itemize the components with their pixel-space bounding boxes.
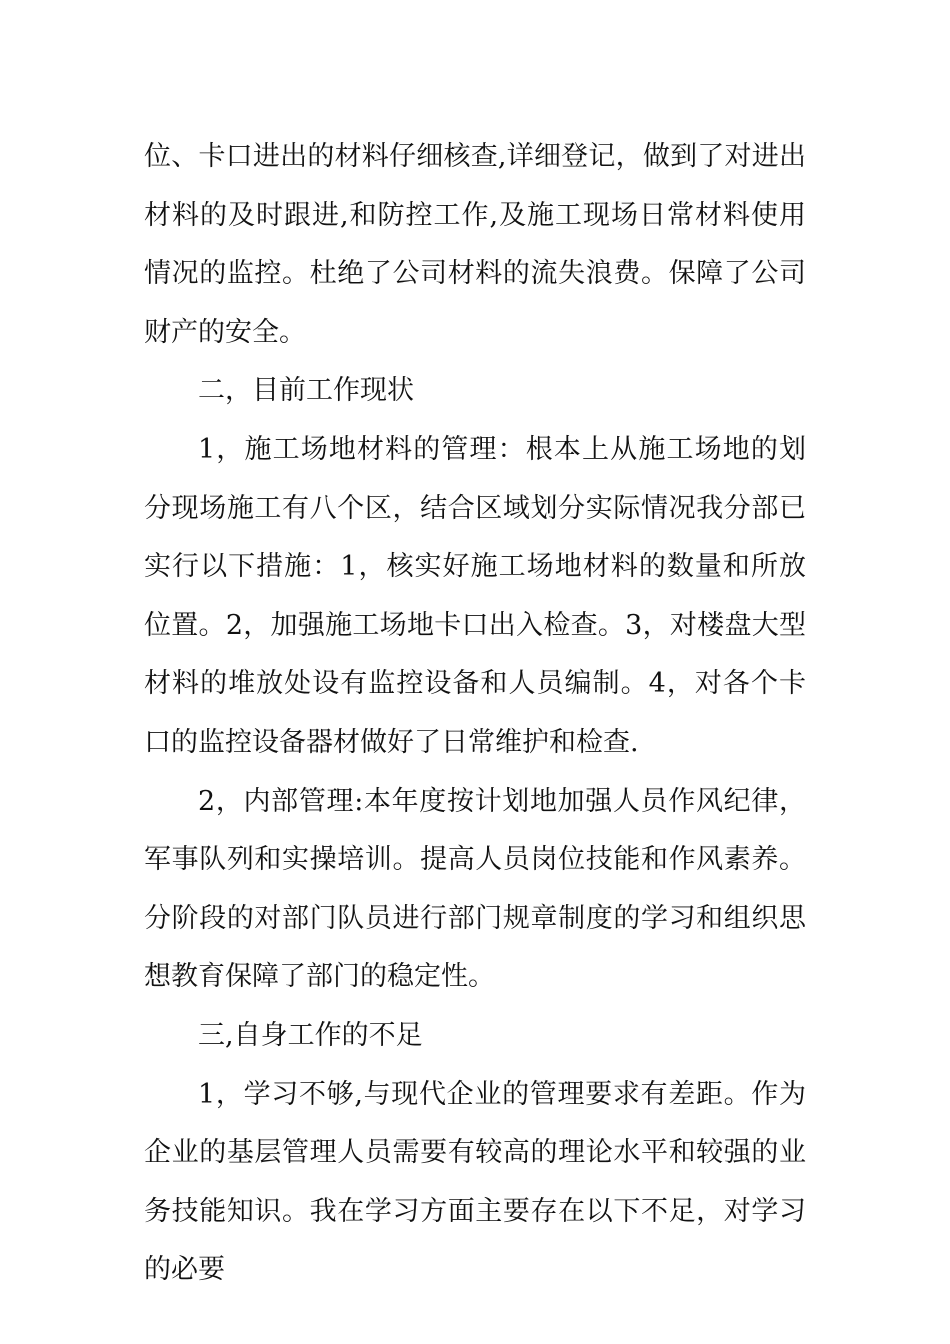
paragraph-insufficient-learning: 1，学习不够,与现代企业的管理要求有差距。作为企业的基层管理人员需要有较高的理论水平和较强的业务技能知识。我在学习方面主要存在以下不足，对学习的必要	[144, 1078, 806, 1286]
section-heading-shortcomings: 三,自身工作的不足	[198, 1019, 423, 1051]
paragraph-internal-management: 2，内部管理:本年度按计划地加强人员作风纪律，军事队列和实操培训。提高人员岗位技能和作风素养。分阶段的对部门队员进行部门规章制度的学习和组织思想教育保障了部门的稳定性。	[144, 785, 806, 993]
paragraph-site-material-management: 1，施工场地材料的管理：根本上从施工场地的划分现场施工有八个区，结合区域划分实际情况我分部已实行以下措施：1，核实好施工场地材料的数量和所放位置。2，加强施工场地卡口出入检查。3，对楼盘大型材料的堆放处设有监控设备和人员编制。4，对各个卡口的监控设备器材做好了日常维护和检查.	[144, 433, 806, 758]
document-body	[144, 128, 806, 1300]
paragraph-continuation: 位、卡口进出的材料仔细核查,详细登记，做到了对进出材料的及时跟进,和防控工作,及施工现场日常材料使用情况的监控。杜绝了公司材料的流失浪费。保障了公司财产的安全。	[144, 141, 806, 348]
section-heading-current-status: 二，目前工作现状	[198, 375, 414, 407]
